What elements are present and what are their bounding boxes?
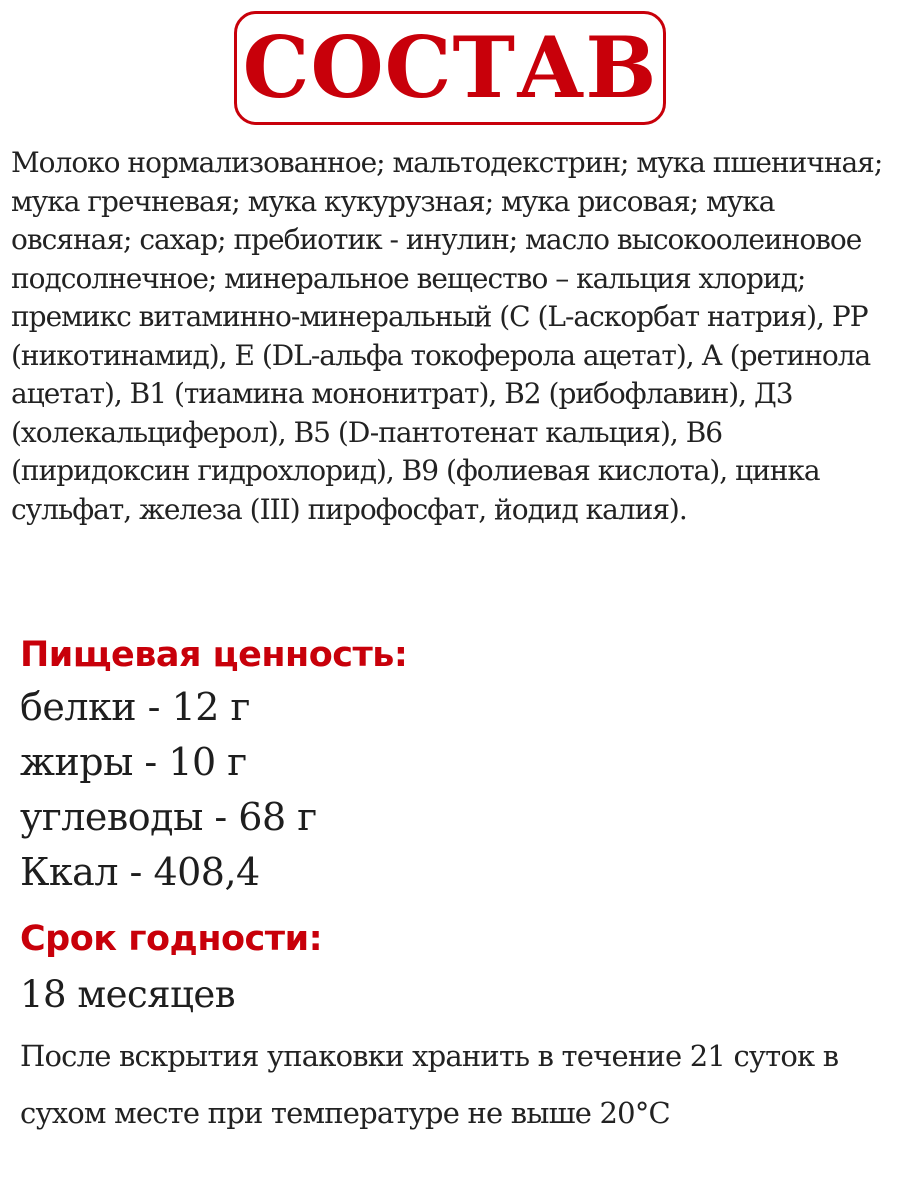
storage-note: После вскрытия упаковки хранить в течение 21 суток в сухом месте при температуре не выше 20°С <box>20 1039 839 1130</box>
nutrition-carbs: углеводы - 68 г <box>20 795 317 839</box>
shelf-life-value: 18 месяцев <box>20 973 236 1016</box>
title-box <box>234 11 666 125</box>
composition-text: Молоко нормализованное; мальтодекстрин; мука пшеничная; мука гречневая; мука кукурузная; мука рисовая; мука овсяная; сахар; пребиотик - инулин; масло высокоолеиновое подсолнечное; минеральное вещество – кальция хлорид; премикс витаминно-минеральный (С (L-аскорбат натрия), РР (никотинамид), Е (DL-альфа токоферола ацетат), А (ретинола ацетат), В1 (тиамина мононитрат), В2 (рибофлавин), Д3 (холекальциферол), В5 (D-пантотенат кальция), В6 (пиридоксин гидрохлорид), В9 (фолиевая кислота), цинка сульфат, железа (III) пирофосфат, йодид калия). <box>11 146 883 526</box>
nutrition-fat: жиры - 10 г <box>20 740 247 784</box>
shelf-life-heading: Срок годности: <box>20 919 323 959</box>
nutrition-protein: белки - 12 г <box>20 685 250 729</box>
nutrition-heading: Пищевая ценность: <box>20 635 408 675</box>
nutrition-kcal: Ккал - 408,4 <box>20 850 260 894</box>
page-title: СОСТАВ <box>242 18 658 117</box>
